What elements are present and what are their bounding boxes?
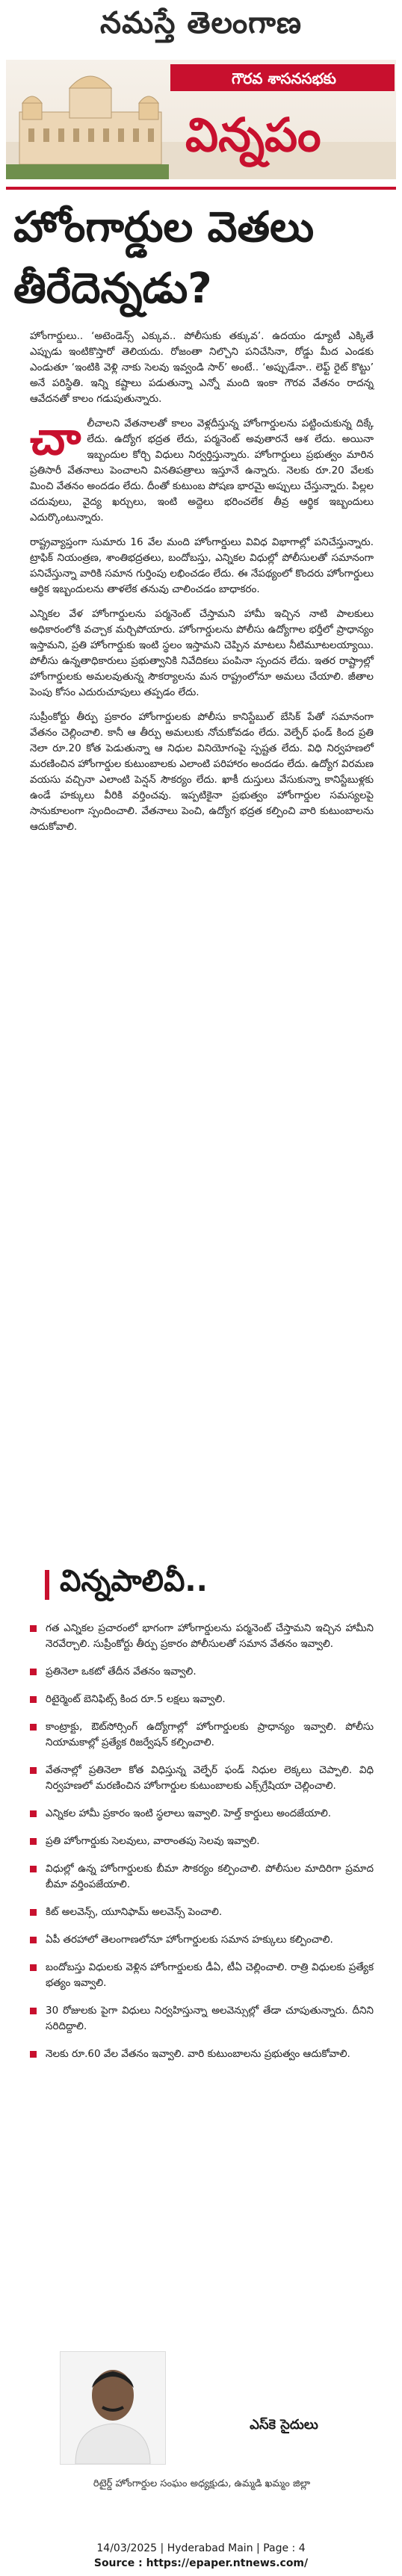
demand-item: 30 రోజులకు పైగా విధులు నిర్వహిస్తున్నా అలవెన్సుల్లో తేడా చూపుతున్నారు. దీనిని సరిదిద్దాలి. [30, 2003, 374, 2035]
bullet-icon [30, 1669, 37, 1675]
bullet-icon [30, 1724, 37, 1731]
demands-section-header [45, 1562, 359, 1607]
demand-item: ఎన్నికల హామీ ప్రకారం ఇంటి స్థలాలు ఇవ్వాలి. హెల్త్‌ కార్డులు అందజేయాలి. [30, 1806, 374, 1822]
bullet-icon [30, 1625, 37, 1632]
demand-item: వేతనాల్లో ప్రతినెలా కోత విధిస్తున్న వెల్ఫేర్‌ ఫండ్‌ నిధుల లెక్కలు చెప్పాలి. విధి నిర్వహణలో మరణించిన హోంగార్డుల కుటుంబాలకు ఎక్స్‌గ్రేషియా చెల్లించాలి. [30, 1763, 374, 1794]
bullet-icon [30, 1838, 37, 1845]
headline-block [6, 187, 396, 324]
article-paragraph: ఎన్నికల వేళ హోంగార్డులను పర్మనెంట్‌ చేస్తామని హామీ ఇచ్చిన నాటి పాలకులు అధికారంలోకి వచ్చాక మర్చిపోయారు. హోంగార్డులను పోలీసు ఉద్యోగాల భర్తీలో ప్రాధాన్యం ఇస్తామని, ప్రతి హోంగార్డుకు ఇంటి స్థలం ఇస్తామని చెప్పిన మాటలు నీటిమూటలయ్యాయి. పోలీసు ఉన్నతాధికారులు ప్రభుత్వానికి నివేదికలు పంపినా స్పందన లేదు. ఇతర రాష్ట్రాల్లో హోంగార్డులకు అమలవుతున్న సౌకర్యాలను మన రాష్ట్రంలోనూ అమలు చేయాలి. జీతాల పెంపు కోసం ఎదురుచూపులు తప్పడం లేదు. [30, 608, 374, 698]
demand-item: రిటైర్మెంట్‌ బెనిఫిట్స్‌ కింద రూ.5 లక్షలు ఇవ్వాలి. [30, 1692, 374, 1707]
demand-item: గత ఎన్నికల ప్రచారంలో భాగంగా హోంగార్డులను పర్మనెంట్‌ చేస్తామని ఇచ్చిన హామీని నెరవేర్చాలి. సుప్రీంకోర్టు తీర్పు ప్రకారం పోలీసులతో సమాన వేతనం ఇవ్వాలి. [30, 1621, 374, 1652]
demand-item: విధుల్లో ఉన్న హోంగార్డులకు బీమా సౌకర్యం కల్పించాలి. పోలీసుల మాదిరిగా ప్రమాద బీమా వర్తింపజేయాలి. [30, 1861, 374, 1893]
demands-list [30, 1621, 374, 2074]
portrait-image [61, 2352, 165, 2464]
bullet-icon [30, 2008, 37, 2014]
article-paragraph: సుప్రీంకోర్టు తీర్పు ప్రకారం హోంగార్డులకు పోలీసు కానిస్టేబుల్‌ బేసిక్‌ పేతో సమానంగా వేతనం చెల్లించాలి. కానీ ఆ తీర్పు అమలుకు నోచుకోవడం లేదు. వెల్ఫేర్‌ ఫండ్‌ కింద ప్రతి నెలా రూ.20 కోత పెడుతున్నా ఆ నిధుల వినియోగంపై స్పష్టత లేదు. విధి నిర్వహణలో మరణించిన హోంగార్డుల కుటుంబాలకు ఎలాంటి పరిహారం అందడం లేదు. ఉద్యోగ విరమణ వయసు వచ్చినా ఎలాంటి పెన్షన్‌ సౌకర్యం లేదు. ఖాకీ దుస్తులు వేసుకున్నా కానిస్టేబుళ్లకు ఉండే హక్కులు వీరికి వర్తించవు. ఇప్పటికైనా ప్రభుత్వం హోంగార్డుల సమస్యలపై సానుకూలంగా స్పందించాలి. వేతనాలు పెంచి, ఉద్యోగ భద్రత కల్పించి వారి కుటుంబాలను ఆదుకోవాలి. [30, 711, 374, 833]
article-paragraph-text: లీచాలని వేతనాలతో కాలం వెళ్లదీస్తున్న హోంగార్డులను పట్టించుకున్న దిక్కే లేదు. ఉద్యోగ భద్రత లేదు, పర్మనెంట్‌ అవుతారనే ఆశ లేదు. అయినా ఇబ్బందుల కోర్చి విధులు నిర్వర్తిస్తున్నారు. హోంగార్డులు ప్రభుత్వం మారిన ప్రతిసారీ వేతనాలు పెంచాలని వినతిపత్రాలు ఇస్తూనే ఉన్నారు. నెలకు రూ.20 వేలకు మించి వేతనం అందడం లేదు. దీంతో కుటుంబ పోషణ భారమై అప్పులు చేస్తున్నారు. పిల్లల చదువులు, వైద్య ఖర్చులు, ఇంటి అద్దెలు భరించలేక తీవ్ర ఆర్థిక ఇబ్బందులు ఎదుర్కొంటున్నారు. [30, 418, 374, 524]
banner-subtitle: గౌరవ శాసనసభకు [232, 69, 336, 87]
demand-item: ఏపీ తరహాలో తెలంగాణలోనూ హోంగార్డులకు సమాన హక్కులు కల్పించాలి. [30, 1932, 374, 1948]
section-bar [45, 1570, 49, 1600]
author-name: ఎస్‌కె సైదులు [250, 2417, 318, 2433]
masthead [0, 0, 402, 52]
drop-cap: చా [30, 411, 81, 465]
demand-item: ప్రతి హోంగార్డుకు సెలవులు, వారాంతపు సెలవు ఇవ్వాలి. [30, 1834, 374, 1849]
article-paragraph [30, 411, 374, 526]
bullet-icon [30, 1964, 37, 1971]
author-role: రిటైర్డ్‌ హోంగార్డుల సంఘం అధ్యక్షుడు, ఉమ్మడి ఖమ్మం జిల్లా [93, 2478, 311, 2489]
bullet-icon [30, 2051, 37, 2058]
banner-title: విన్నపం [185, 108, 321, 162]
article-paragraph: రాష్ట్రవ్యాప్తంగా సుమారు 16 వేల మంది హోంగార్డులు వివిధ విభాగాల్లో పనిచేస్తున్నారు. ట్రాఫిక్‌ నియంత్రణ, శాంతిభద్రతలు, బందోబస్తు, ఎన్నికల విధుల్లో పోలీసులతో సమానంగా పనిచేస్తున్నా వారికి సమాన గుర్తింపు లభించడం లేదు. ఈ నేపథ్యంలో కొందరు హోంగార్డులు ఆర్థిక ఇబ్బందులను తాళలేక తనువు చాలించడం బాధాకరం. [30, 536, 374, 595]
bullet-icon [30, 1866, 37, 1872]
bullet-icon [30, 1696, 37, 1703]
bullet-icon [30, 1937, 37, 1943]
section-title: విన్నపాలివీ.. [60, 1564, 208, 1598]
headline: హోంగార్డుల వెతలు తీరేదెన్నడు? [13, 203, 315, 313]
bullet-icon [30, 1909, 37, 1916]
demand-item: బందోబస్తు విధులకు వెళ్లిన హోంగార్డులకు డీఏ, టీఏ చెల్లించాలి. రాత్రి విధులకు ప్రత్యేక భత్యం ఇవ్వాలి. [30, 1960, 374, 1991]
page-footer [0, 2541, 402, 2576]
demand-item: కాంట్రాక్టు, ఔట్‌సోర్సింగ్‌ ఉద్యోగాల్లో హోంగార్డులకు ప్రాధాన్యం ఇవ్వాలి. పోలీసు నియామకాల్లో ప్రత్యేక రిజర్వేషన్‌ కల్పించాలి. [30, 1719, 374, 1751]
edition-info: 14/03/2025 | Hyderabad Main | Page : 4 [96, 2542, 306, 2554]
source-link[interactable]: Source : https://epaper.ntnews.com/ [93, 2557, 309, 2569]
bullet-icon [30, 1810, 37, 1817]
banner [6, 60, 396, 179]
bullet-icon [30, 1767, 37, 1774]
demand-item: కిట్‌ అలవెన్స్‌, యూనిఫామ్‌ అలవెన్స్‌ పెంచాలి. [30, 1905, 374, 1920]
article-body [30, 329, 374, 844]
author-photo [60, 2351, 166, 2465]
newspaper-title: నమస్తే తెలంగాణ [99, 4, 303, 40]
article-intro: హోంగార్డులు.. ‘అటెండెన్స్‌ ఎక్కువ.. పోలీసుకు తక్కువ’. ఉదయం డ్యూటీ ఎక్కితే ఎప్పుడు ఇంటికొస్తారో తెలియదు. రోజంతా నిల్చొని పనిచేసినా, రోడ్డు మీద ఎండకు ఎండుతూ ‘ఇంటికి వెళ్లి నాకు సెలవు ఇవ్వండి సార్‌’ అంటే.. ‘అప్పుడేనా.. లెఫ్ట్‌ రైట్‌ కొట్టు’ అనే పరిస్థితి. ఇన్ని కష్టాలు పడుతున్నా ఎన్నో మంది ఇంకా గౌరవ వేతనం రాదన్న ఆవేదనతో కాలం గడుపుతున్నారు. [30, 330, 374, 405]
demand-item: నెలకు రూ.60 వేల వేతనం ఇవ్వాలి. వారి కుటుంబాలను ప్రభుత్వం ఆదుకోవాలి. [30, 2046, 374, 2062]
demand-item: ప్రతినెలా ఒకటో తేదీన వేతనం ఇవ్వాలి. [30, 1664, 374, 1680]
